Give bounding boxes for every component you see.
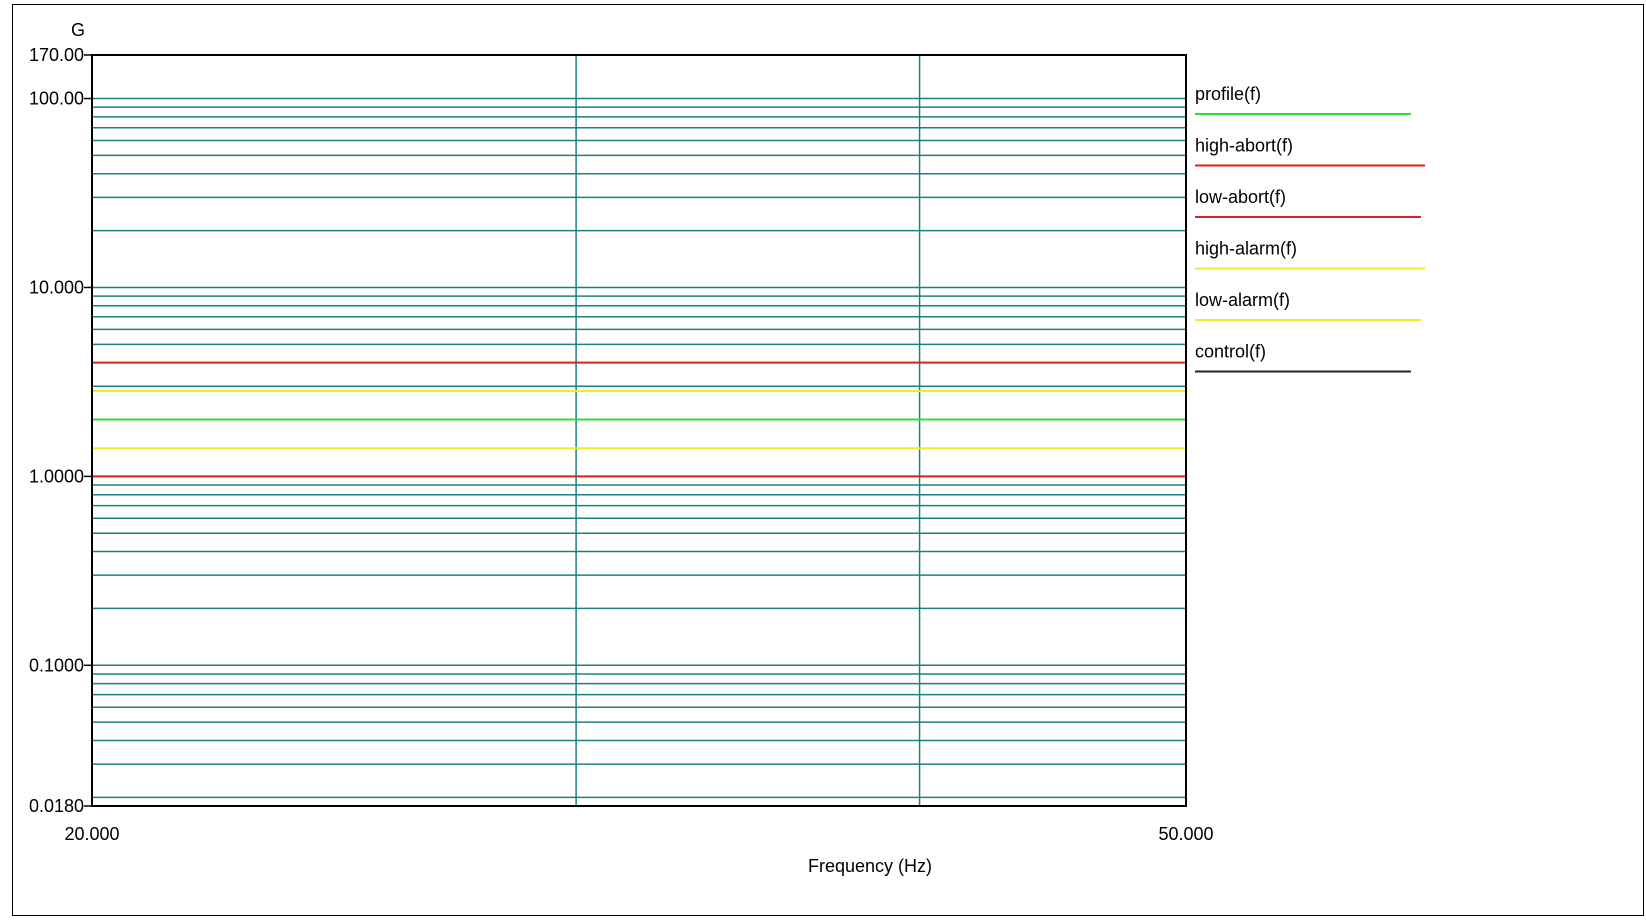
legend-label: high-alarm(f) xyxy=(1195,238,1298,259)
legend-label: profile(f) xyxy=(1195,84,1262,104)
legend-label: control(f) xyxy=(1195,341,1267,362)
y-tick-label: 0.1000 xyxy=(28,655,84,676)
legend-label: low-abort(f) xyxy=(1195,187,1287,207)
y-tick-label: 10.000 xyxy=(28,277,84,298)
y-tick-label: 0.0180 xyxy=(28,796,84,816)
y-tick-label: 1.0000 xyxy=(28,466,84,487)
legend-label: low-alarm(f) xyxy=(1195,290,1291,310)
plot-area-border xyxy=(92,55,1186,806)
x-tick-label: 50.000 xyxy=(1158,824,1214,844)
y-tick-label: 170.00 xyxy=(28,45,84,65)
y-axis-label: G xyxy=(70,20,86,40)
x-tick-label: 20.000 xyxy=(64,824,120,844)
y-tick-label: 100.00 xyxy=(28,88,84,109)
x-axis-label: Frequency (Hz) xyxy=(807,856,933,876)
legend-label: high-abort(f) xyxy=(1195,135,1294,156)
